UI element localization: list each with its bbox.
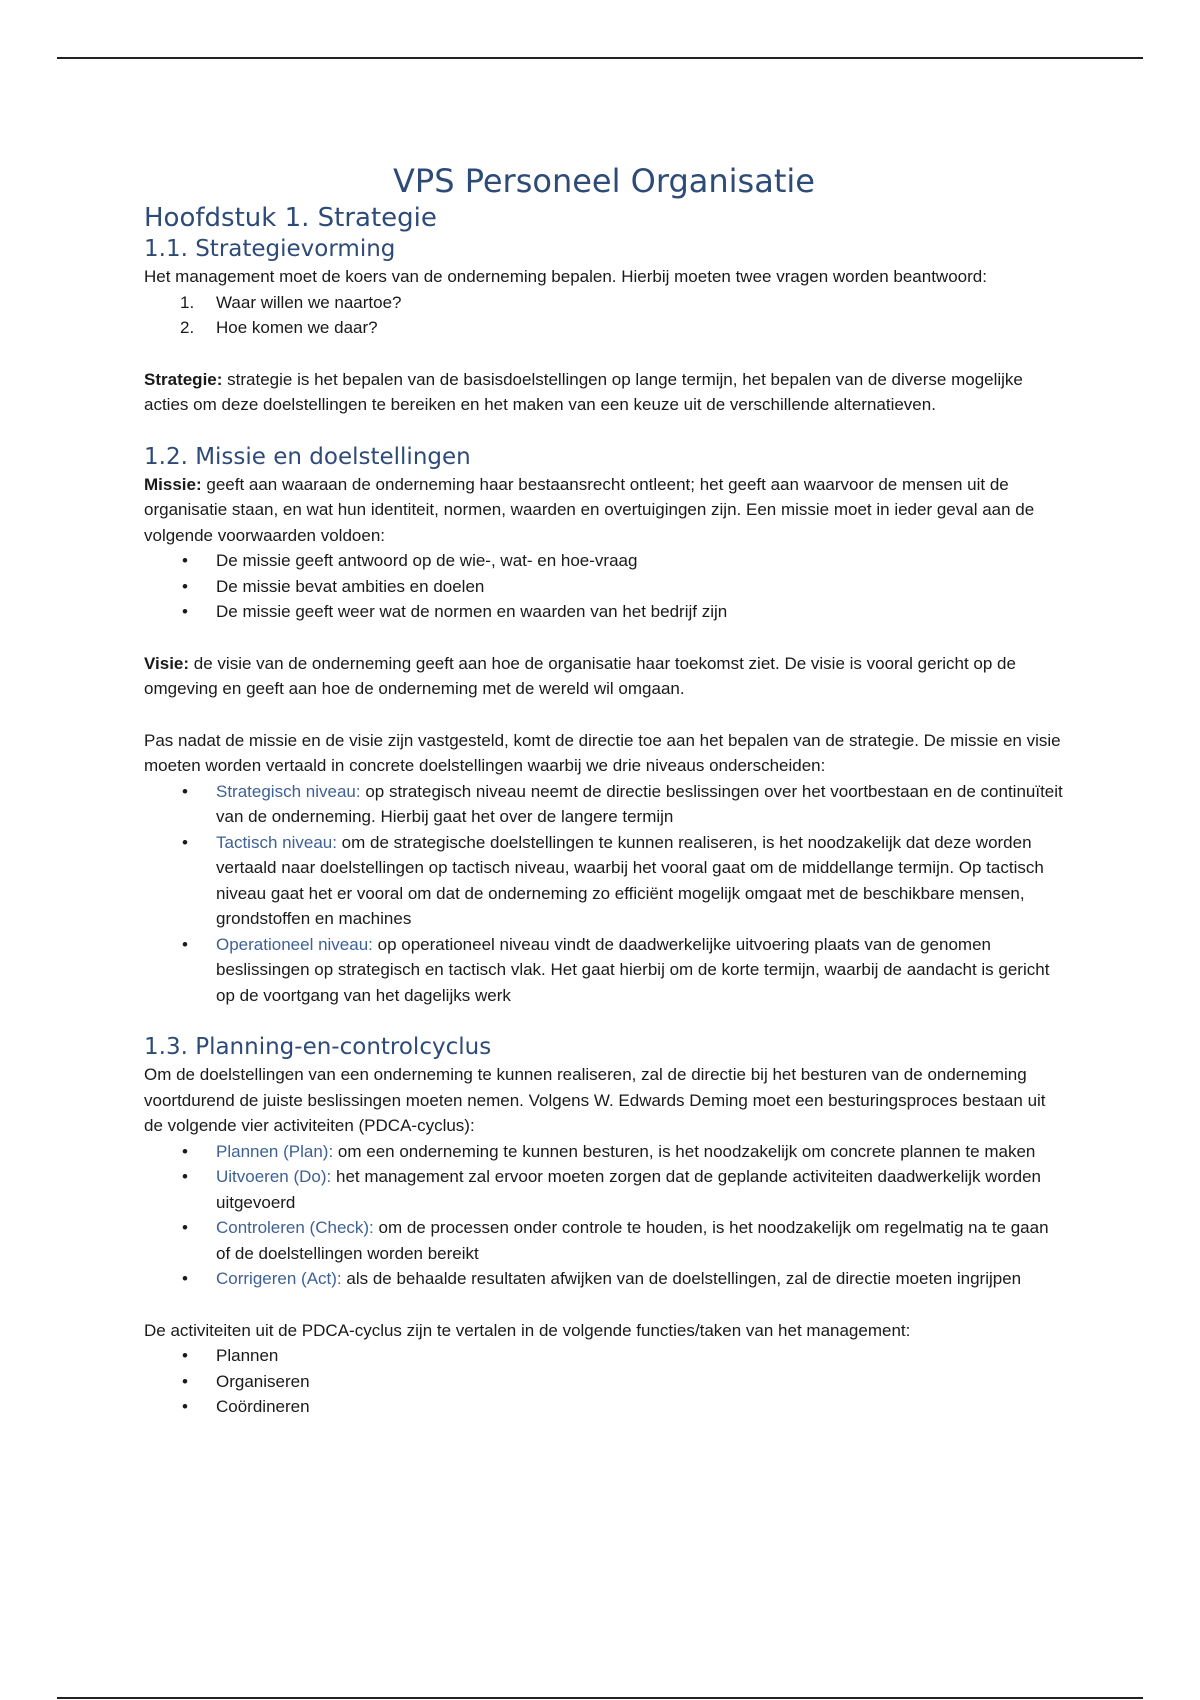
- functions-list: [144, 1343, 1064, 1420]
- strategie-definition: [144, 367, 1064, 418]
- functions-intro: De activiteiten uit de PDCA-cyclus zijn te vertalen in de volgende functies/taken van het management:: [144, 1320, 911, 1340]
- list-item: [144, 1343, 1064, 1369]
- strategievorming-intro: Het management moet de koers van de onderneming bepalen. Hierbij moeten twee vragen worden beantwoord:: [144, 267, 987, 286]
- list-item-text: Plannen: [216, 1346, 279, 1365]
- visie-paragraph: [144, 651, 1064, 702]
- document-body: [144, 162, 1064, 1420]
- list-item: [144, 1139, 1064, 1165]
- pdca-text: als de behaalde resultaten afwijken van de doelstellingen, zal de directie moeten ingrijpen: [341, 1269, 1022, 1288]
- level-term: Operationeel niveau:: [216, 934, 373, 954]
- top-rule: [57, 57, 1143, 59]
- pdca-list: [144, 1139, 1064, 1292]
- list-number: 1.: [180, 292, 195, 312]
- missie-paragraph: [144, 472, 1064, 549]
- list-item: [144, 1394, 1064, 1420]
- level-text: om de strategische doelstellingen te kunnen realiseren, is het noodzakelijk dat deze worden vertaald naar doelstellingen op tactisch niveau, waarbij het vooral gaat om de middellange termijn. Op tactisch niveau gaat het er vooral om dat de onderneming zo efficiënt mogelijk omgaat met de beschikbare mensen, grondstoffen en machines: [216, 832, 1044, 928]
- pdca-text: het management zal ervoor moeten zorgen dat de geplande activiteiten daadwerkelijk worden uitgevoerd: [216, 1167, 1041, 1212]
- list-item: [144, 574, 1064, 600]
- section-heading-1-3: 1.3. Planning-en-controlcyclus: [144, 1034, 492, 1060]
- bullet-icon: •: [182, 1167, 188, 1186]
- list-item: [144, 932, 1064, 1009]
- bottom-rule: [57, 1697, 1143, 1699]
- bullet-icon: •: [182, 1141, 188, 1161]
- chapter-heading: Hoofdstuk 1. Strategie: [144, 203, 437, 233]
- bullet-icon: •: [182, 1269, 188, 1288]
- list-item-text: De missie geeft weer wat de normen en waarden van het bedrijf zijn: [216, 602, 728, 621]
- bullet-icon: •: [182, 602, 188, 621]
- section-heading-1-1: 1.1. Strategievorming: [144, 236, 396, 262]
- definition-text: strategie is het bepalen van de basisdoelstellingen op lange termijn, het bepalen van de diverse mogelijke acties om deze doelstellingen te bereiken en het maken van een keuze uit de verschillende alternatieven.: [144, 369, 1023, 414]
- level-text: op strategisch niveau neemt de directie beslissingen over het voortbestaan en de continuïteit van de onderneming. Hierbij gaat het over de langere termijn: [216, 781, 1063, 826]
- list-item-text: Waar willen we naartoe?: [216, 292, 402, 312]
- section-heading-1-2: 1.2. Missie en doelstellingen: [144, 443, 471, 470]
- list-item: [144, 779, 1064, 830]
- document-title: VPS Personeel Organisatie: [393, 162, 815, 200]
- bullet-icon: •: [182, 1218, 188, 1237]
- level-term: Tactisch niveau:: [216, 832, 337, 852]
- bullet-icon: •: [182, 1346, 188, 1365]
- bullet-icon: •: [182, 832, 188, 852]
- list-item: [144, 548, 1064, 574]
- list-item: [144, 599, 1064, 625]
- list-item: [144, 1215, 1064, 1266]
- levels-list: [144, 779, 1064, 1009]
- list-item-text: De missie geeft antwoord op de wie-, wat- en hoe-vraag: [216, 551, 638, 570]
- bullet-icon: •: [182, 551, 188, 570]
- level-term: Strategisch niveau:: [216, 781, 361, 801]
- definition-term: Strategie:: [144, 369, 223, 389]
- pdca-intro: Om de doelstellingen van een onderneming te kunnen realiseren, zal de directie bij het besturen van de onderneming voortdurend de juiste beslissingen moeten nemen. Volgens W. Edwards Deming moet een besturingsproces bestaan uit de volgende vier activiteiten (PDCA-cyclus):: [144, 1065, 1046, 1135]
- bullet-icon: •: [182, 781, 188, 801]
- definition-term: Missie:: [144, 474, 202, 494]
- list-item-text: Hoe komen we daar?: [216, 318, 378, 337]
- pdca-term: Plannen (Plan):: [216, 1141, 334, 1161]
- list-item: [144, 1266, 1064, 1292]
- list-item: [144, 830, 1064, 932]
- doelstellingen-paragraph: Pas nadat de missie en de visie zijn vastgesteld, komt de directie toe aan het bepalen van de strategie. De missie en visie moeten worden vertaald in concrete doelstellingen waarbij we drie niveaus onderscheiden:: [144, 730, 1061, 775]
- definition-text: de visie van de onderneming geeft aan hoe de organisatie haar toekomst ziet. De visie is vooral gericht op de omgeving en geeft aan hoe de onderneming met de wereld wil omgaan.: [144, 653, 1016, 698]
- list-item-text: De missie bevat ambities en doelen: [216, 576, 485, 596]
- list-item: [144, 290, 1064, 316]
- list-number: 2.: [180, 318, 195, 337]
- missie-conditions-list: [144, 548, 1064, 625]
- bullet-icon: •: [182, 1397, 188, 1416]
- questions-list: [144, 290, 1064, 341]
- list-item-text: Organiseren: [216, 1371, 310, 1391]
- pdca-term: Controleren (Check):: [216, 1218, 374, 1237]
- level-text: op operationeel niveau vindt de daadwerkelijke uitvoering plaats van de genomen beslissingen op strategisch en tactisch vlak. Het gaat hierbij om de korte termijn, waarbij de aandacht is gericht op de voortgang van het dagelijks werk: [216, 934, 1050, 1005]
- pdca-text: om de processen onder controle te houden, is het noodzakelijk om regelmatig na te gaan of de doelstellingen worden bereikt: [216, 1218, 1049, 1263]
- list-item: [144, 315, 1064, 341]
- pdca-term: Corrigeren (Act):: [216, 1269, 342, 1288]
- list-item-text: Coördineren: [216, 1397, 310, 1416]
- definition-text: geeft aan waaraan de onderneming haar bestaansrecht ontleent; het geeft aan waarvoor de mensen uit de organisatie staan, en wat hun identiteit, normen, waarden en overtuigingen zijn. Een missie moet in ieder geval aan de volgende voorwaarden voldoen:: [144, 474, 1035, 545]
- bullet-icon: •: [182, 934, 188, 954]
- pdca-text: om een onderneming te kunnen besturen, is het noodzakelijk om concrete plannen te maken: [333, 1141, 1036, 1161]
- list-item: [144, 1369, 1064, 1395]
- pdca-term: Uitvoeren (Do):: [216, 1167, 332, 1186]
- bullet-icon: •: [182, 576, 188, 596]
- bullet-icon: •: [182, 1371, 188, 1391]
- list-item: [144, 1164, 1064, 1215]
- definition-term: Visie:: [144, 653, 190, 673]
